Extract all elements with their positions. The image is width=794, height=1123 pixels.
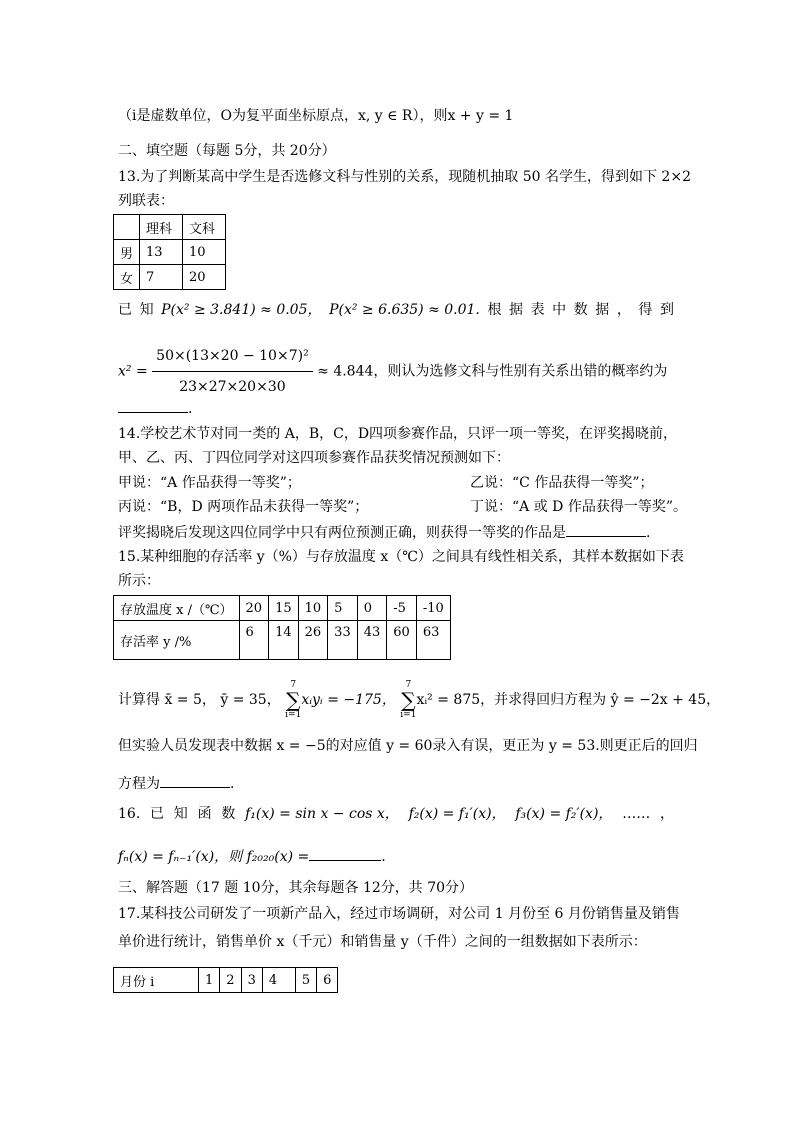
table-row: [114, 621, 451, 660]
chi-square-fraction: [152, 343, 313, 400]
q15-line1: 15.某种细胞的存活率 y（%）与存放温度 x（℃）之间具有线性相关系，其样本数据如下表: [118, 549, 684, 565]
period: .: [381, 849, 386, 865]
table-cell: 43: [357, 621, 387, 660]
word: 据: [595, 302, 610, 318]
table-cell: 月份 i: [114, 968, 199, 993]
q14-line1: 14.学校艺术节对同一类的 A，B，C，D四项参赛作品，只评一项一等奖，在评奖揭晓前，: [118, 426, 678, 442]
table-cell: 存活率 y /%: [114, 621, 240, 660]
q13-formula-line: [118, 343, 667, 400]
word: 据: [509, 302, 524, 318]
table-cell: 4: [262, 968, 295, 993]
calc-sum-xy: xᵢyᵢ = −175，: [301, 692, 396, 708]
word: 已: [150, 806, 165, 822]
table-cell: 14: [269, 621, 299, 660]
table-cell: 33: [328, 621, 358, 660]
period: .: [646, 525, 651, 541]
word: 得: [638, 302, 653, 318]
q15-table: [113, 595, 451, 660]
table-cell: 女: [114, 265, 140, 290]
q14-jia: 甲说：“A 作品获得一等奖”；: [118, 475, 301, 491]
formula-rhs: ≈ 4.844，则认为选修文科与性别有关系出错的概率约为: [317, 363, 668, 380]
word: 16.: [118, 806, 141, 822]
table-cell: 10: [183, 240, 226, 265]
ellipsis: ……: [622, 806, 651, 822]
q15-line4: 但实验人员发现表中数据 x = −5的对应值 y = 60录入有误，更正为 y = 53.则更正后的回归: [118, 738, 698, 754]
q13-answer-line: [118, 398, 192, 419]
formula-f2: f₂(x) = f₁′(x)，: [408, 806, 506, 822]
fraction-numerator: 50×(13×20 − 10×7)²: [152, 343, 313, 372]
table-cell: 15: [269, 596, 299, 621]
sum-symbol: 7 ∑ i=1: [400, 680, 417, 720]
q14-yi: 乙说：“C 作品获得一等奖”；: [470, 475, 654, 491]
q16-line2: [118, 846, 386, 867]
q13-known-line: [118, 300, 674, 320]
table-cell: 13: [140, 240, 183, 265]
table-cell: 0: [357, 596, 387, 621]
table-cell: 6: [317, 968, 338, 993]
q14-text: 评奖揭晓后发现这四位同学中只有两位预测正确，则获得一等奖的作品是: [118, 525, 566, 541]
q17-line1: 17.某科技公司研发了一项新产品入，经过市场调研，对公司 1 月份至 6 月份销售量及销售: [118, 906, 680, 922]
q16-line1: [118, 804, 674, 824]
table-cell: 1: [199, 968, 220, 993]
q14-ding: 丁说：“A 或 D 作品获得一等奖”。: [470, 499, 687, 515]
table-cell: 文科: [183, 215, 226, 240]
table-cell: 26: [298, 621, 328, 660]
answer-blank[interactable]: [566, 522, 646, 537]
calc-sum-x2: xᵢ² = 875，并求得回归方程为 ŷ = −2x + 45，: [416, 692, 721, 708]
table-cell: 存放温度 x /（℃）: [114, 596, 240, 621]
sum-symbol: 7 ∑ i=1: [285, 680, 302, 720]
table-cell: 10: [298, 596, 328, 621]
formula-p1: P(x² ≥ 3.841) ≈ 0.05，: [161, 302, 322, 318]
table-cell: 男: [114, 240, 140, 265]
word: ，: [616, 302, 631, 318]
answer-blank[interactable]: [309, 846, 381, 861]
fraction-denominator: 23×27×20×30: [179, 379, 286, 395]
q17-line2: 单价进行统计，销售单价 x（千元）和销售量 y（千件）之间的一组数据如下表所示：: [118, 934, 647, 950]
formula-p2: P(x² ≥ 6.635) ≈ 0.01.: [329, 302, 480, 318]
table-cell: 7: [140, 265, 183, 290]
table-cell: 3: [241, 968, 262, 993]
word: 中: [552, 302, 567, 318]
word: 数: [573, 302, 588, 318]
section-3-title: 三、解答题（17 题 10分，其余每题各 12分，共 70分）: [118, 880, 474, 896]
q14-bing: 丙说：“B，D 两项作品未获得一等奖”；: [118, 499, 369, 515]
calc-mean-x: 计算得 x̄ = 5，: [118, 692, 216, 708]
q17-table: [113, 967, 338, 993]
word: 到: [659, 302, 674, 318]
q15-line2: 所示：: [118, 573, 160, 589]
table-cell: 2: [220, 968, 241, 993]
word: 已: [118, 302, 132, 318]
table-cell: -5: [387, 596, 417, 621]
table-cell: 5: [328, 596, 358, 621]
period: .: [188, 401, 193, 417]
word: ，: [659, 806, 674, 822]
period: .: [230, 776, 235, 792]
table-cell: [114, 215, 140, 240]
answer-blank[interactable]: [118, 398, 188, 413]
formula-f1: f₁(x) = sin x − cos x，: [245, 806, 399, 822]
q15-calc-line: [118, 680, 720, 720]
table-cell: 5: [295, 968, 316, 993]
calc-mean-y: ȳ = 35，: [220, 692, 281, 708]
word: 知: [139, 302, 154, 318]
top-line: （i是虚数单位，O为复平面坐标原点，x, y ∈ R），则x + y = 1: [118, 108, 514, 124]
q15-line5: [118, 773, 234, 794]
table-cell: 63: [416, 621, 450, 660]
q13-table: [113, 214, 226, 290]
table-cell: 6: [239, 621, 269, 660]
word: 知: [173, 806, 188, 822]
q13-line2: 列联表：: [118, 193, 174, 209]
q13-line1: 13.为了判断某高中学生是否选修文科与性别的关系，现随机抽取 50 名学生，得到如下 2×2: [118, 169, 691, 185]
q15-text: 方程为: [118, 776, 160, 792]
table-cell: -10: [416, 596, 450, 621]
formula-lhs: x² =: [118, 363, 148, 380]
table-row: [114, 968, 338, 993]
section-2-title: 二、填空题（每题 5分，共 20分）: [118, 143, 336, 159]
word: 函: [197, 806, 212, 822]
table-cell: 60: [387, 621, 417, 660]
word: 数: [221, 806, 236, 822]
table-cell: 20: [183, 265, 226, 290]
table-row: [114, 596, 451, 621]
table-row: [114, 215, 226, 240]
table-row: [114, 265, 226, 290]
answer-blank[interactable]: [160, 773, 230, 788]
q14-line2: 甲、乙、丙、丁四位同学对这四项参赛作品获奖情况预测如下：: [118, 450, 510, 466]
table-row: [114, 240, 226, 265]
formula-f3: f₃(x) = f₂′(x)，: [515, 806, 613, 822]
q16-text: fₙ(x) = fₙ₋₁′(x)，则 f₂₀₂₀(x) =: [118, 849, 310, 865]
table-cell: 理科: [140, 215, 183, 240]
q14-line5: [118, 522, 650, 543]
word: 根: [487, 302, 502, 318]
table-cell: 20: [239, 596, 269, 621]
word: 表: [530, 302, 545, 318]
